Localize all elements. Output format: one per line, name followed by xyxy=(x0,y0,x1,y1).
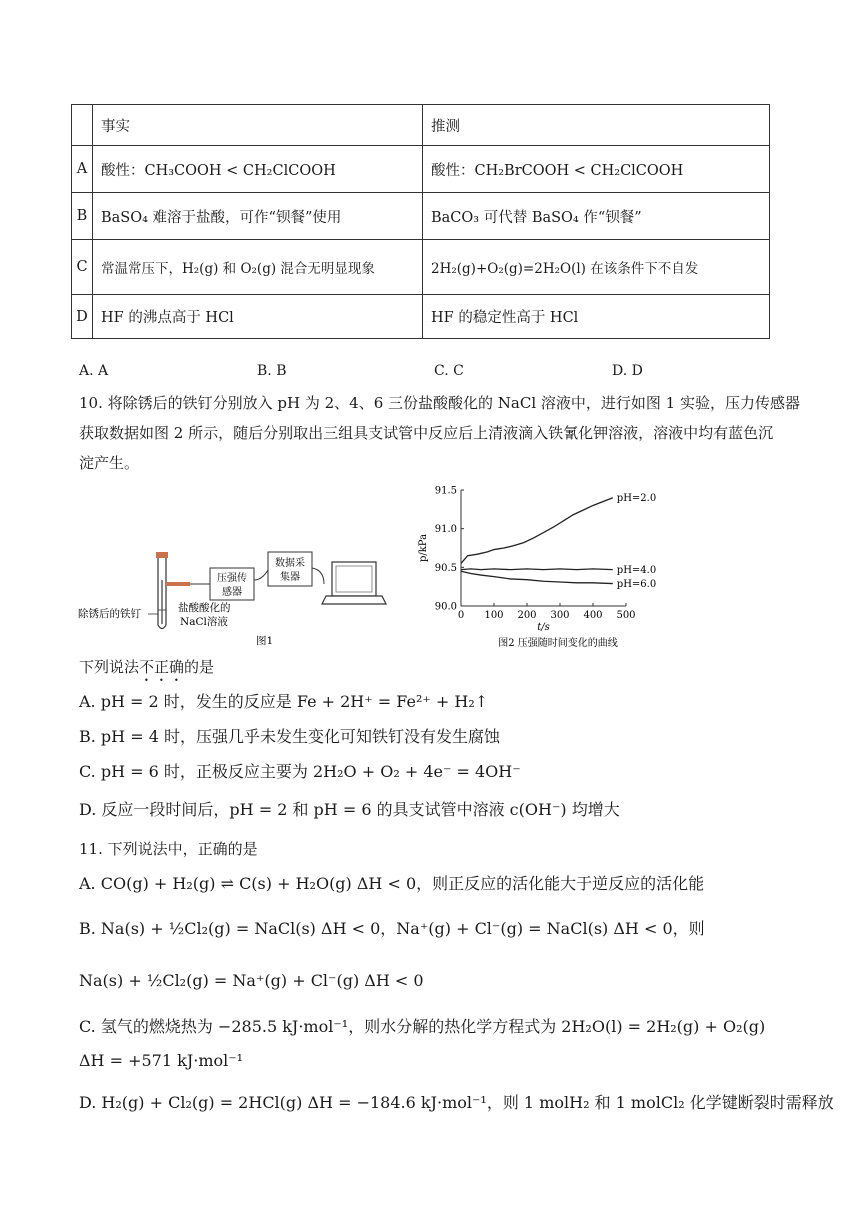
q10-question-prefix: 下列说法 xyxy=(79,658,140,676)
fig1-sensor-label-1: 压强传 xyxy=(217,573,247,584)
q10-question xyxy=(79,656,214,685)
fig1-apparatus xyxy=(78,540,408,650)
fig1-caption: 图1 xyxy=(256,635,274,647)
chart-x-label: t/s xyxy=(537,622,550,633)
chart-y-tick-label: 90.0 xyxy=(434,601,457,613)
fig1-stopper xyxy=(156,552,168,558)
fig1-collector-label-2: 集器 xyxy=(280,572,300,583)
q9-header-fact: 事实 xyxy=(93,105,423,146)
chart-x-tick-label: 500 xyxy=(616,610,636,621)
chart-x-tick-label: 200 xyxy=(517,610,537,621)
chart-y-tick-label: 91.5 xyxy=(434,485,457,497)
fig1-sensor-label-2: 感器 xyxy=(222,587,242,598)
fig2-chart xyxy=(408,478,668,654)
fig1-solution-label-2: NaCl溶液 xyxy=(180,616,228,628)
q9-row-fact: 常温常压下，H₂(g) 和 O₂(g) 混合无明显现象 xyxy=(93,240,423,295)
q11-option-b-line1[interactable]: B. Na(s) + ½Cl₂(g) = NaCl(s) ΔH < 0，Na⁺(g) + Cl⁻(g) = NaCl(s) ΔH < 0，则 xyxy=(79,919,705,938)
q10-stem-line2: 获取数据如图 2 所示，随后分别取出三组具支试管中反应后上清液滴入铁氰化钾溶液，溶液中均有蓝色沉 xyxy=(79,424,774,442)
chart-series-line xyxy=(461,571,613,583)
q9-row-key: D xyxy=(72,295,93,339)
fig1-laptop-base xyxy=(322,596,386,604)
q9-row-fact: HF 的沸点高于 HCl xyxy=(93,295,423,339)
chart-y-tick-label: 91.0 xyxy=(434,524,457,536)
q9-row-key: B xyxy=(72,193,93,240)
chart-y-label: p/kPa xyxy=(418,533,429,563)
q9-row-fact: 酸性：CH₃COOH < CH₂ClCOOH xyxy=(93,146,423,193)
q9-row-fact: BaSO₄ 难溶于盐酸，可作“钡餐”使用 xyxy=(93,193,423,240)
q11-option-d[interactable]: D. H₂(g) + Cl₂(g) = 2HCl(g) ΔH = −184.6 kJ·mol⁻¹，则 1 molH₂ 和 1 molCl₂ 化学键断裂时需释放 xyxy=(79,1093,834,1112)
chart-y-tick-label: 90.5 xyxy=(434,562,457,574)
fig1-laptop-screen xyxy=(332,562,376,596)
q9-option-b[interactable]: B. B xyxy=(257,363,287,379)
chart-series-label: pH=6.0 xyxy=(616,579,657,591)
q10-question-emphasis: 不正确 xyxy=(139,658,185,676)
q9-row-key: C xyxy=(72,240,93,295)
q9-header-row xyxy=(72,105,770,146)
q10-stem-line3: 淀产生。 xyxy=(79,454,140,472)
q9-row-b xyxy=(72,193,770,240)
chart-series-line xyxy=(461,498,613,564)
chart-series-label: pH=2.0 xyxy=(616,493,657,505)
fig1-solution-label-1: 盐酸酸化的 xyxy=(178,602,231,614)
chart-x-tick-label: 0 xyxy=(457,610,465,621)
chart-x-tick-label: 400 xyxy=(583,610,603,621)
q9-row-c xyxy=(72,240,770,295)
q9-row-d xyxy=(72,295,770,339)
q11-option-c-line1[interactable]: C. 氢气的燃烧热为 −285.5 kJ·mol⁻¹，则水分解的热化学方程式为 2H₂O(l) = 2H₂(g) + O₂(g) xyxy=(79,1017,766,1036)
fig1-nail-label: 除锈后的铁钉 xyxy=(78,608,141,620)
q9-header-guess: 推测 xyxy=(423,105,770,146)
q9-header-key xyxy=(72,105,93,146)
chart-x-tick-label: 100 xyxy=(484,610,504,621)
q11-option-a[interactable]: A. CO(g) + H₂(g) ⇌ C(s) + H₂O(g) ΔH < 0，则正反应的活化能大于逆反应的活化能 xyxy=(79,874,705,893)
q10-option-b[interactable]: B. pH = 4 时，压强几乎未发生变化可知铁钉没有发生腐蚀 xyxy=(79,727,500,746)
q10-stem-line1: 10. 将除锈后的铁钉分别放入 pH 为 2、4、6 三份盐酸酸化的 NaCl 溶液中，进行如图 1 实验，压力传感器 xyxy=(79,394,800,412)
q10-option-d[interactable]: D. 反应一段时间后，pH = 2 和 pH = 6 的具支试管中溶液 c(OH⁻) 均增大 xyxy=(79,800,620,819)
q11-option-c-line2: ΔH = +571 kJ·mol⁻¹ xyxy=(79,1051,244,1070)
q10-question-suffix: 的是 xyxy=(184,658,215,676)
q9-option-c[interactable]: C. C xyxy=(434,363,464,379)
q10-option-c[interactable]: C. pH = 6 时，正极反应主要为 2H₂O + O₂ + 4e⁻ = 4OH⁻ xyxy=(79,762,521,781)
q11-stem: 11. 下列说法中，正确的是 xyxy=(79,840,258,858)
chart-title: 图2 压强随时间变化的曲线 xyxy=(498,638,618,649)
q11-option-b-line2: Na(s) + ½Cl₂(g) = Na⁺(g) + Cl⁻(g) ΔH < 0 xyxy=(79,971,424,990)
q9-row-key: A xyxy=(72,146,93,193)
q9-option-a[interactable]: A. A xyxy=(79,363,109,379)
q9-row-guess: BaCO₃ 可代替 BaSO₄ 作“钡餐” xyxy=(423,193,770,240)
q9-table xyxy=(71,104,770,339)
q10-option-a[interactable]: A. pH = 2 时，发生的反应是 Fe + 2H⁺ = Fe²⁺ + H₂↑ xyxy=(79,692,489,711)
q9-row-guess: 酸性：CH₂BrCOOH < CH₂ClCOOH xyxy=(423,146,770,193)
q9-row-a xyxy=(72,146,770,193)
fig1-collector-label-1: 数据采 xyxy=(275,558,305,569)
chart-series-line xyxy=(461,569,613,570)
q9-option-d[interactable]: D. D xyxy=(612,363,643,379)
chart-series-label: pH=4.0 xyxy=(616,565,657,577)
q9-row-guess: HF 的稳定性高于 HCl xyxy=(423,295,770,339)
chart-x-tick-label: 300 xyxy=(550,610,570,621)
q9-row-guess: 2H₂(g)+O₂(g)=2H₂O(l) 在该条件下不自发 xyxy=(423,240,770,295)
